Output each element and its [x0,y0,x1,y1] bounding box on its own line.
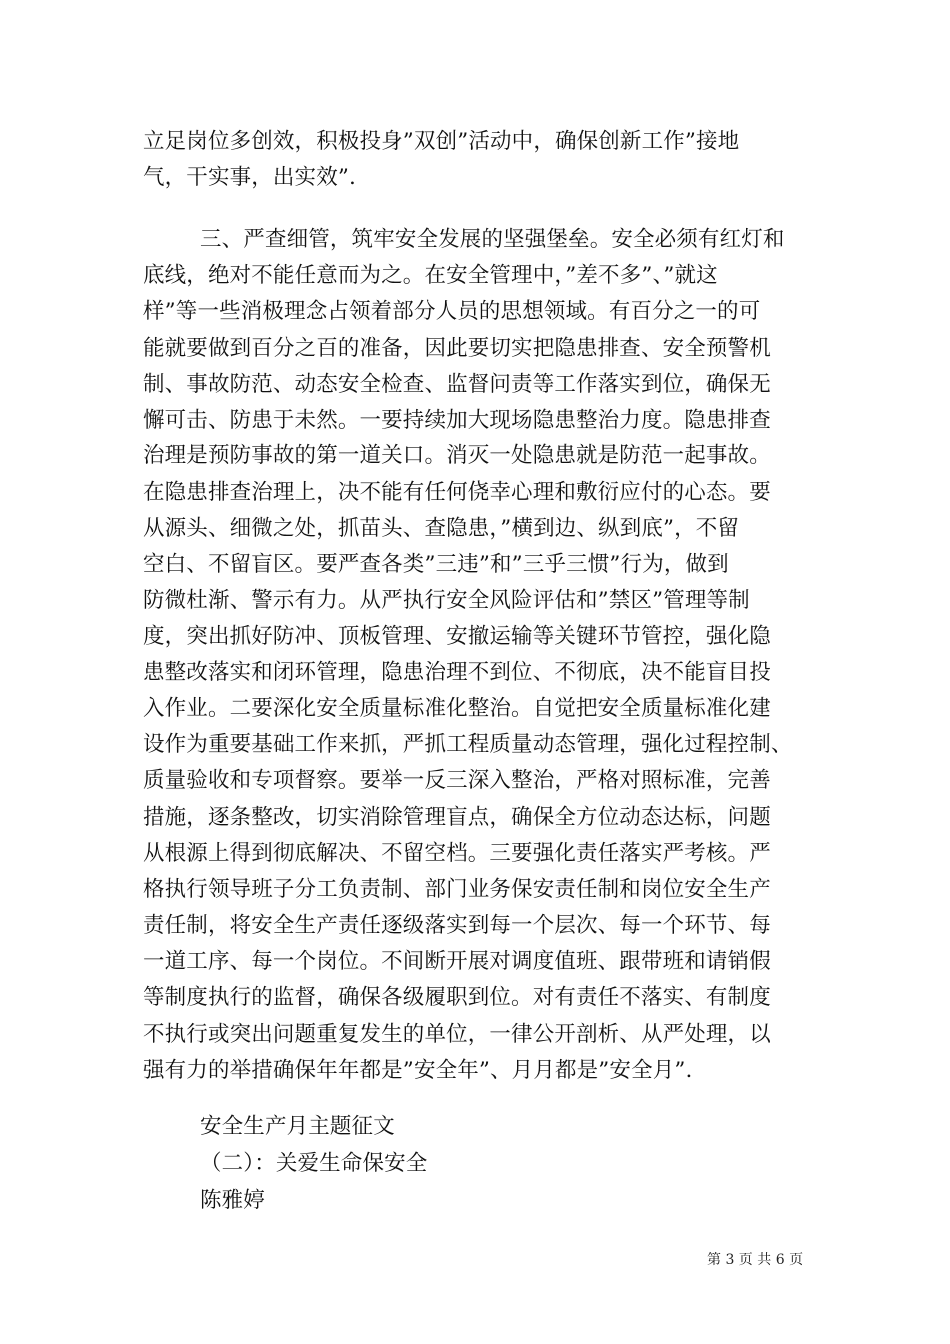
paragraph-line: 责任制，将安全生产责任逐级落实到每一个层次、每一个环节、每 [143,913,771,938]
paragraph-line: 气，干实事，出实效”. [143,165,356,190]
paragraph-line: 能就要做到百分之百的准备，因此要切实把隐患排查、安全预警机 [143,336,771,361]
paragraph-line: 制、事故防范、动态安全检查、监督问责等工作落实到位，确保无 [143,372,771,397]
paragraph-line: 治理是预防事故的第一道关口。消灭一处隐患就是防范一起事故。 [143,443,771,468]
section-heading-paragraph-line: 三、严查细管，筑牢安全发展的坚强堡垒。安全必须有红灯和 [200,227,785,252]
paragraph-line: 底线，绝对不能任意而为之。在安全管理中，”差不多”、”就这 [143,263,718,288]
paragraph-line: 等制度执行的监督，确保各级履职到位。对有责任不落实、有制度 [143,985,771,1010]
paragraph-line: 不执行或突出问题重复发生的单位，一律公开剖析、从严处理，以 [143,1022,771,1047]
paragraph-line: 设作为重要基础工作来抓，严抓工程质量动态管理，强化过程控制、 [143,732,793,757]
paragraph-line: 在隐患排查治理上，决不能有任何侥幸心理和敷衍应付的心态。要 [143,480,771,505]
paragraph-line: 度，突出抓好防冲、顶板管理、安撤运输等关键环节管控，强化隐 [143,624,771,649]
paragraph-line: 入作业。二要深化安全质量标准化整治。自觉把安全质量标准化建 [143,696,771,721]
paragraph-line: 从根源上得到彻底解决、不留空档。三要强化责任落实严考核。严 [143,841,771,866]
paragraph-line: 强有力的举措确保年年都是”安全年”、月月都是”安全月”. [143,1058,693,1083]
paragraph-line: 格执行领导班子分工负责制、部门业务保安责任制和岗位安全生产 [143,877,771,902]
paragraph-line: 空白、不留盲区。要严查各类”三违”和”三乎三惯”行为，做到 [143,552,729,577]
paragraph-line: 懈可击、防患于未然。一要持续加大现场隐患整治力度。隐患排查 [143,408,771,433]
page-number: 第 3 页 共 6 页 [707,1252,804,1268]
author-name: 陈雅婷 [200,1188,265,1213]
paragraph-line: 从源头、细微之处，抓苗头、查隐患，”横到边、纵到底”，不留 [143,516,740,541]
paragraph-line: 患整改落实和闭环管理，隐患治理不到位、不彻底，决不能盲目投 [143,660,771,685]
paragraph-line: 立足岗位多创效，积极投身”双创”活动中，确保创新工作”接地 [143,129,740,154]
paragraph-line: 质量验收和专项督察。要举一反三深入整治，严格对照标准，完善 [143,768,771,793]
essay-subtitle: （二）：关爱生命保安全 [200,1151,428,1176]
paragraph-line: 措施，逐条整改，切实消除管理盲点，确保全方位动态达标，问题 [143,805,771,830]
paragraph-line: 样”等一些消极理念占领着部分人员的思想领域。有百分之一的可 [143,299,761,324]
paragraph-line: 防微杜渐、警示有力。从严执行安全风险评估和”禁区”管理等制 [143,588,750,613]
essay-title: 安全生产月主题征文 [200,1114,395,1139]
paragraph-line: 一道工序、每一个岗位。不间断开展对调度值班、跟带班和请销假 [143,949,771,974]
